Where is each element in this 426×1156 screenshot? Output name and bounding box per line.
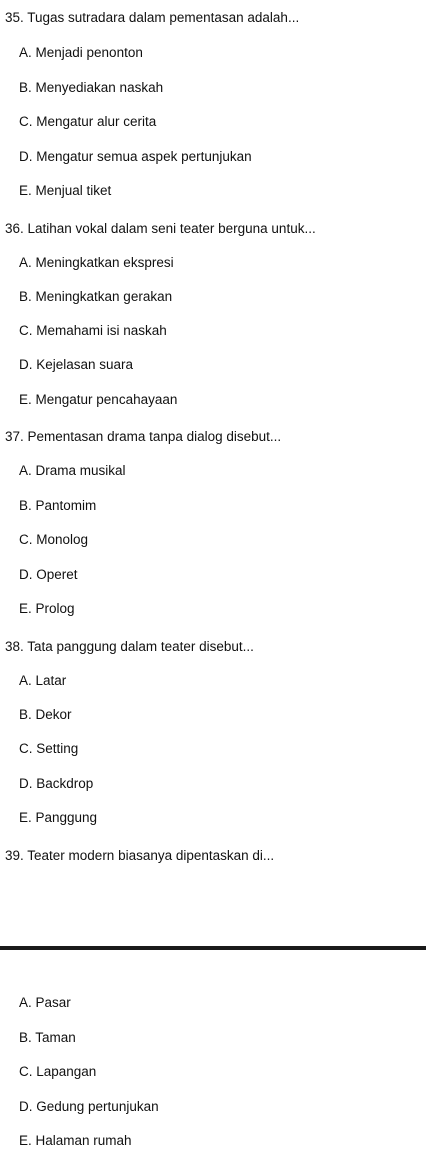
question-39-option-e: E. Halaman rumah: [19, 1133, 132, 1148]
question-38-option-e: E. Panggung: [19, 810, 98, 825]
question-38-option-c: C. Setting: [19, 741, 79, 756]
question-35-option-c: C. Mengatur alur cerita: [19, 114, 157, 129]
question-38: 38. Tata panggung dalam teater disebut...: [5, 639, 254, 654]
question-35: 35. Tugas sutradara dalam pementasan adalah...: [5, 10, 300, 25]
question-35-option-d: D. Mengatur semua aspek pertunjukan: [19, 149, 252, 164]
question-35-option-a: A. Menjadi penonton: [19, 45, 143, 60]
page-divider: [0, 946, 426, 950]
question-38-option-d: D. Backdrop: [19, 776, 94, 791]
question-38-option-a: A. Latar: [19, 673, 67, 688]
question-36-option-e: E. Mengatur pencahayaan: [19, 392, 178, 407]
question-37-option-c: C. Monolog: [19, 532, 89, 547]
question-37-option-a: A. Drama musikal: [19, 463, 126, 478]
question-36-option-a: A. Meningkatkan ekspresi: [19, 255, 174, 270]
question-39-option-d: D. Gedung pertunjukan: [19, 1099, 159, 1114]
question-36-option-d: D. Kejelasan suara: [19, 357, 134, 372]
question-39: 39. Teater modern biasanya dipentaskan di...: [5, 848, 275, 863]
question-36-option-c: C. Memahami isi naskah: [19, 323, 167, 338]
question-36-option-b: B. Meningkatkan gerakan: [19, 289, 173, 304]
question-37-option-d: D. Operet: [19, 567, 78, 582]
question-37-option-b: B. Pantomim: [19, 498, 97, 513]
question-39-option-b: B. Taman: [19, 1030, 76, 1045]
question-38-option-b: B. Dekor: [19, 707, 72, 722]
question-35-option-e: E. Menjual tiket: [19, 183, 112, 198]
question-35-option-b: B. Menyediakan naskah: [19, 80, 164, 95]
question-39-option-a: A. Pasar: [19, 995, 71, 1010]
question-39-option-c: C. Lapangan: [19, 1064, 97, 1079]
question-36: 36. Latihan vokal dalam seni teater berguna untuk...: [5, 221, 316, 236]
question-37: 37. Pementasan drama tanpa dialog disebut...: [5, 429, 282, 444]
question-37-option-e: E. Prolog: [19, 601, 75, 616]
